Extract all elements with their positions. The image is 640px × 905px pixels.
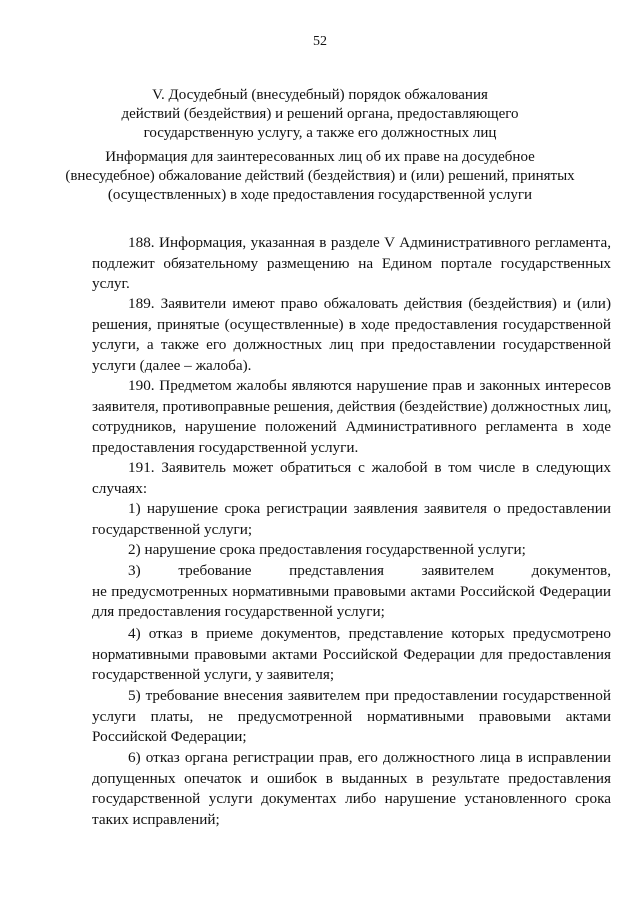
text-line: 2) нарушение срока предоставления государственной услуги; bbox=[128, 541, 526, 558]
text-line: государственной услуги, у заявителя; bbox=[92, 666, 335, 683]
text-line: 189. Заявители имеют право обжаловать действия (бездействия) и (или) bbox=[128, 295, 611, 312]
section-title bbox=[60, 86, 580, 143]
text-line: услуги платы, не предусмотренной нормативными правовыми актами bbox=[92, 707, 611, 725]
text-line: заявителя, противоправные решения, действия (бездействие) должностных лиц, bbox=[92, 397, 612, 415]
text-line: не предусмотренных нормативными правовыми актами Российской Федерации bbox=[92, 582, 611, 600]
section-title-line: действий (бездействия) и решений органа, предоставляющего bbox=[121, 106, 519, 122]
text-line: 5) требование внесения заявителем при предоставлении государственной bbox=[128, 687, 611, 704]
text-line: государственной услуги документах либо нарушение установленного срока bbox=[92, 790, 611, 807]
text-line: 6) отказ органа регистрации прав, его должностного лица в исправлении bbox=[128, 749, 611, 766]
text-line: 188. Информация, указанная в разделе V Административного регламента, bbox=[128, 234, 611, 251]
text-line: государственной услуги; bbox=[92, 520, 253, 538]
text-line: допущенных опечаток и ошибок в выданных в результате предоставления bbox=[92, 769, 611, 787]
word: документов, bbox=[531, 562, 611, 579]
paragraph-191 bbox=[92, 458, 611, 499]
list-item-2 bbox=[92, 540, 611, 561]
info-subtitle bbox=[60, 148, 580, 205]
info-subtitle-line: (осуществленных) в ходе предоставления государственной услуги bbox=[107, 187, 533, 203]
paragraph-189 bbox=[92, 294, 611, 376]
list-item-4 bbox=[92, 624, 611, 686]
word: требование bbox=[178, 562, 252, 579]
text-line: подлежит обязательному размещению на Едином портале государственных bbox=[92, 254, 611, 272]
list-item-5 bbox=[92, 686, 611, 748]
text-line: предоставления государственной услуги. bbox=[92, 438, 359, 456]
text-line: 191. Заявитель может обратиться с жалобой в том числе в следующих bbox=[128, 459, 611, 476]
word: заявителем bbox=[421, 562, 494, 579]
section-title-line: государственную услугу, а также его должностных лиц bbox=[143, 125, 497, 141]
section-title-line: V. Досудебный (внесудебный) порядок обжалования bbox=[152, 87, 488, 103]
page-number: 52 bbox=[313, 34, 327, 49]
text-line: 1) нарушение срока регистрации заявления заявителя о предоставлении bbox=[128, 500, 611, 517]
text-line: Российской Федерации; bbox=[92, 728, 247, 745]
text-line: нормативными правовыми актами Российской Федерации для предоставления bbox=[92, 645, 611, 663]
info-subtitle-line: Информация для заинтересованных лиц об их праве на досудебное bbox=[105, 149, 535, 165]
word: 3) bbox=[128, 562, 141, 579]
text-line: сотрудников, нарушение положений Административного регламента в ходе bbox=[92, 418, 611, 435]
paragraph-188 bbox=[92, 233, 611, 295]
paragraph-190 bbox=[92, 376, 611, 458]
list-item-1 bbox=[92, 499, 611, 540]
text-line: услуги (далее – жалоба). bbox=[92, 356, 252, 374]
text-line: 190. Предметом жалобы являются нарушение прав и законных интересов bbox=[128, 377, 611, 394]
text-line: услуг. bbox=[92, 275, 130, 292]
text-line: для предоставления государственной услуги; bbox=[92, 603, 385, 620]
info-subtitle-line: (внесудебное) обжалование действий (бездействия) и (или) решений, принятых bbox=[65, 168, 575, 184]
word: представления bbox=[289, 562, 384, 579]
text-line: услуги, а также его должностных лиц при предоставлении государственной bbox=[92, 336, 611, 353]
text-line: решения, принятые (осуществленные) в ходе предоставления государственной bbox=[92, 315, 611, 333]
list-item-3 bbox=[92, 561, 611, 623]
list-item-6 bbox=[92, 748, 611, 830]
text-line: 4) отказ в приеме документов, представление которых предусмотрено bbox=[128, 625, 611, 642]
text-line bbox=[92, 561, 611, 582]
text-line: случаях: bbox=[92, 479, 148, 497]
text-line: таких исправлений; bbox=[92, 810, 220, 828]
